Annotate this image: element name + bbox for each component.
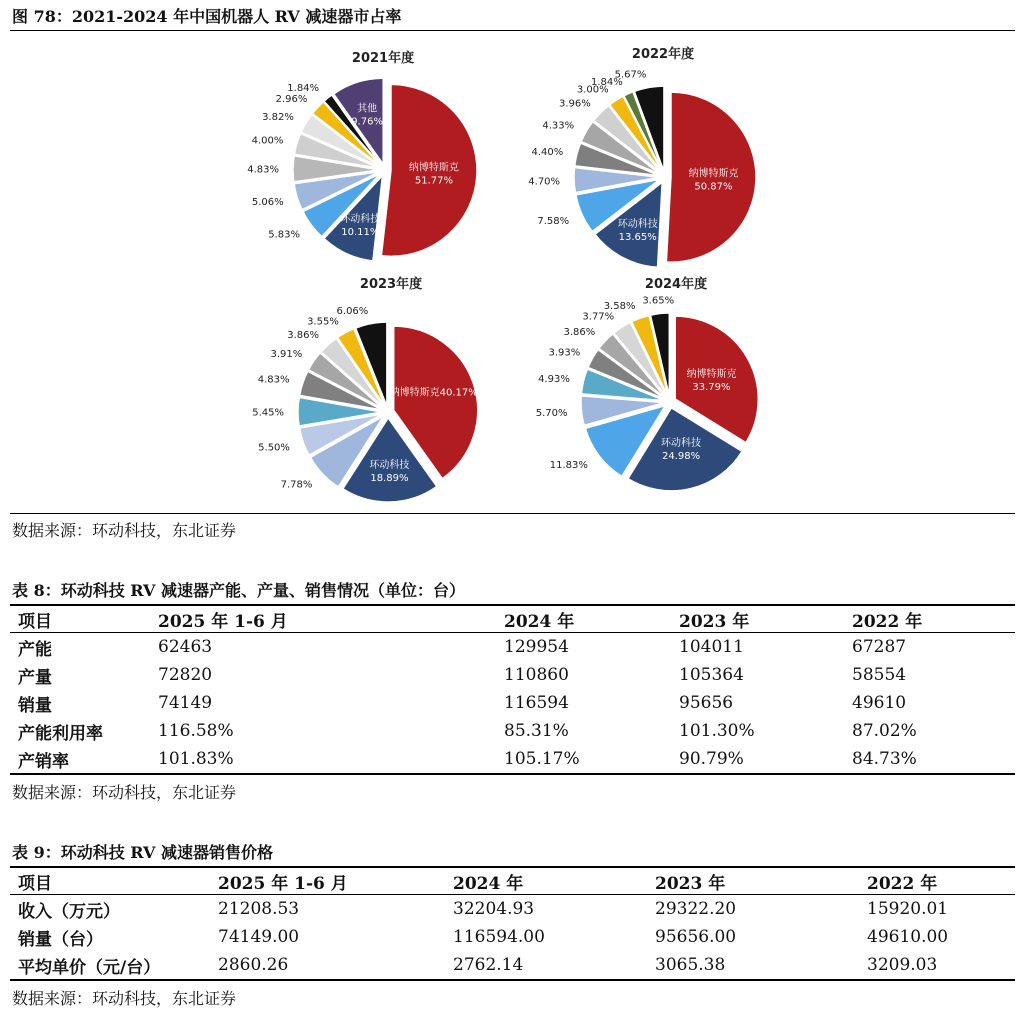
table8-header-3: 2023 年	[679, 611, 750, 632]
slice-label: 环动科技	[661, 438, 702, 450]
pie-title: 2021年度	[351, 51, 415, 66]
table-row	[10, 895, 1015, 924]
table-cell: 105364	[679, 665, 744, 685]
table-cell: 87.02%	[852, 721, 917, 741]
slice-label: 其他	[357, 103, 378, 115]
slice-value-label: 4.83%	[247, 164, 280, 176]
table-cell: 101.30%	[679, 721, 755, 741]
row-label: 产销率	[18, 751, 69, 772]
table-cell: 110860	[504, 665, 569, 685]
table9-source: 数据来源：环动科技，东北证券	[12, 989, 237, 1008]
slice-value-label: 3.86%	[563, 327, 596, 339]
table-row	[10, 745, 1015, 774]
table-row	[10, 661, 1015, 689]
slice-value-label: 5.45%	[252, 407, 285, 419]
table-cell: 15920.01	[867, 899, 949, 919]
pie-title: 2024年度	[644, 277, 708, 292]
table-cell: 2762.14	[453, 955, 524, 975]
table-row	[10, 923, 1015, 951]
row-label: 收入（万元）	[18, 901, 120, 922]
table-cell: 101.83%	[158, 749, 234, 769]
slice-label: 环动科技	[617, 218, 658, 230]
slice-value-label: 4.33%	[542, 120, 575, 132]
row-label: 平均单价（元/台）	[18, 957, 161, 978]
slice-value-label: 24.98%	[661, 451, 701, 463]
table-cell: 105.17%	[504, 749, 580, 769]
table-cell: 116594	[504, 693, 569, 713]
row-label: 销量（台）	[18, 929, 103, 950]
slice-value-label: 1.84%	[287, 82, 320, 94]
slice-label: 环动科技	[369, 460, 410, 472]
slice-value-label: 10.11%	[341, 226, 380, 238]
table9-header-1: 2025 年 1-6 月	[218, 873, 348, 894]
slice-value-label: 3.55%	[307, 316, 339, 328]
slice-value-label: 3.86%	[287, 330, 320, 342]
slice-value-label: 3.58%	[603, 300, 636, 312]
slice-label: 纳博特斯克	[688, 168, 739, 180]
slice-value-label: 4.83%	[257, 374, 290, 386]
table9-header-4: 2022 年	[867, 873, 938, 894]
table-cell: 116.58%	[158, 721, 234, 741]
slice-label: 纳博特斯克	[408, 162, 459, 174]
table-cell: 21208.53	[218, 899, 300, 919]
table-cell: 3065.38	[655, 955, 726, 975]
slice-value-label: 13.65%	[618, 231, 657, 243]
slice-value-label: 3.96%	[559, 98, 591, 110]
slice-value-label: 3.91%	[270, 349, 303, 361]
slice-value-label: 33.79%	[692, 381, 731, 393]
table-cell: 116594.00	[453, 927, 545, 947]
slice-value-label: 5.70%	[535, 408, 568, 420]
table-cell: 129954	[504, 637, 569, 657]
table-cell: 67287	[852, 637, 907, 657]
slice-label: 环动科技	[340, 213, 381, 225]
figure-rule	[10, 513, 1015, 514]
table-cell: 84.73%	[852, 749, 917, 769]
pie-title: 2022年度	[631, 47, 695, 62]
table8-header-2: 2024 年	[504, 611, 575, 632]
slice-value-label: 1.84%	[590, 76, 623, 88]
table-cell: 32204.93	[453, 899, 535, 919]
slice-value-label: 7.58%	[537, 215, 570, 227]
slice-value-label: 5.50%	[258, 442, 290, 454]
figure-source: 数据来源：环动科技，东北证券	[12, 521, 237, 540]
slice-value-label: 3.82%	[262, 111, 294, 123]
table-cell: 29322.20	[655, 899, 737, 919]
table-cell: 58554	[852, 665, 907, 685]
table-cell: 90.79%	[679, 749, 744, 769]
table9-header-row	[10, 867, 1015, 895]
table-cell: 95656.00	[655, 927, 737, 947]
slice-value-label: 7.78%	[280, 479, 313, 491]
table-cell: 85.31%	[504, 721, 569, 741]
slice-value-label: 5.67%	[614, 69, 647, 81]
slice-value-label: 5.83%	[268, 229, 301, 241]
table-cell: 72820	[158, 665, 213, 685]
slice-value-label: 11.83%	[549, 460, 588, 472]
row-label: 产量	[18, 667, 52, 688]
table-cell: 104011	[679, 637, 744, 657]
figure-title: 图 78：2021-2024 年中国机器人 RV 减速器市占率	[12, 7, 402, 26]
table-cell: 49610	[852, 693, 907, 713]
table-row	[10, 689, 1015, 717]
table-cell: 3209.03	[867, 955, 938, 975]
pie-chart-2	[252, 276, 478, 502]
table8-source: 数据来源：环动科技，东北证券	[12, 783, 237, 802]
table9	[10, 866, 1015, 981]
table-cell: 74149	[158, 693, 213, 713]
slice-value-label: 4.70%	[528, 176, 561, 188]
slice-value-label: 4.00%	[251, 135, 284, 147]
table8-header-4: 2022 年	[852, 611, 923, 632]
table-cell: 62463	[158, 637, 213, 657]
pie-chart-3	[536, 276, 759, 491]
row-label: 产能利用率	[18, 723, 103, 744]
table9-title: 表 9：环动科技 RV 减速器销售价格	[12, 843, 273, 862]
pie-charts	[0, 32, 1025, 512]
row-label: 产能	[18, 639, 52, 660]
table8-title: 表 8：环动科技 RV 减速器产能、产量、销售情况（单位：台）	[12, 581, 465, 600]
slice-label: 纳博特斯克40.17%	[389, 387, 478, 399]
table9-header-0: 项目	[18, 873, 52, 894]
table8-header-row	[10, 605, 1015, 633]
slice-value-label: 5.06%	[251, 197, 284, 209]
slice-value-label: 9.76%	[351, 116, 383, 128]
table-cell: 95656	[679, 693, 734, 713]
table-cell: 49610.00	[867, 927, 949, 947]
table8-header-1: 2025 年 1-6 月	[158, 611, 288, 632]
slice-value-label: 3.93%	[548, 347, 581, 359]
table8-header-0: 项目	[18, 611, 52, 632]
table-row	[10, 951, 1015, 980]
table8	[10, 604, 1015, 775]
table-cell: 2860.26	[218, 955, 289, 975]
slice-value-label: 6.06%	[336, 305, 369, 317]
slice-label: 纳博特斯克	[686, 368, 737, 380]
table9-header-3: 2023 年	[655, 873, 726, 894]
slice-value-label: 51.77%	[414, 175, 453, 187]
slice-value-label: 2.96%	[275, 93, 308, 105]
table-row	[10, 633, 1015, 662]
table-cell: 74149.00	[218, 927, 300, 947]
row-label: 销量	[18, 695, 52, 716]
slice-value-label: 18.89%	[370, 473, 409, 485]
slice-value-label: 50.87%	[694, 181, 733, 193]
title-rule	[10, 30, 1015, 31]
pie-title: 2023年度	[359, 277, 423, 292]
slice-value-label: 4.40%	[531, 146, 564, 158]
slice-value-label: 3.00%	[576, 84, 609, 96]
pie-chart-0	[247, 50, 477, 261]
slice-value-label: 4.93%	[538, 373, 570, 385]
table9-header-2: 2024 年	[453, 873, 524, 894]
table-row	[10, 717, 1015, 745]
slice-value-label: 3.65%	[642, 295, 675, 307]
slice-value-label: 3.77%	[582, 311, 615, 323]
pie-chart-1	[528, 46, 756, 267]
